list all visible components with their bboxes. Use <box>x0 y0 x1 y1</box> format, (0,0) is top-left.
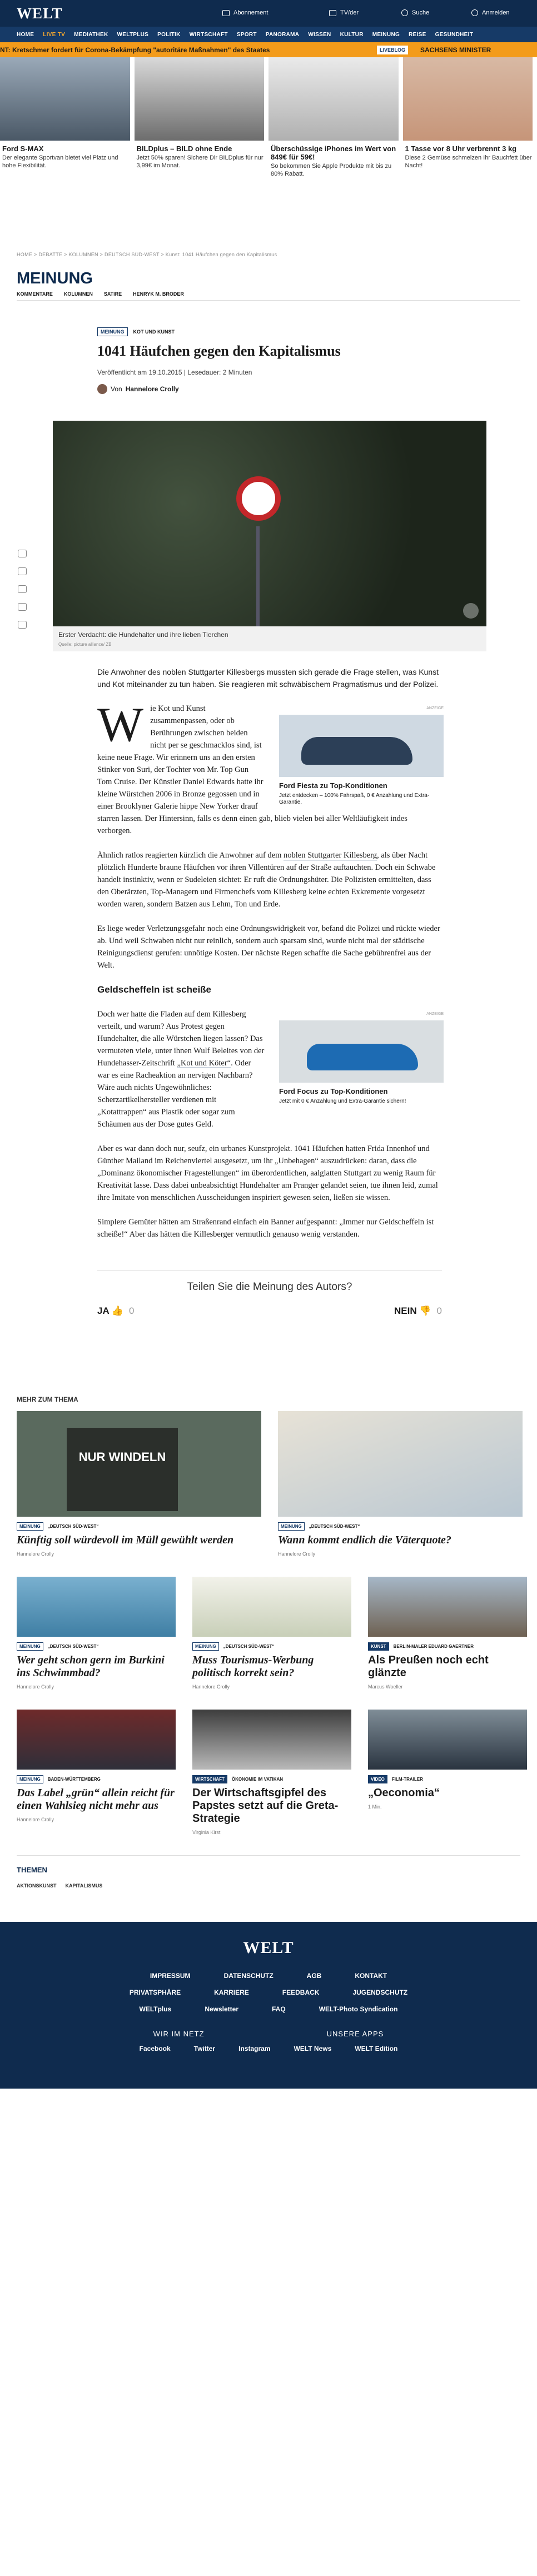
facebook-link[interactable]: Facebook <box>139 2045 171 2052</box>
search-icon <box>401 9 408 16</box>
site-logo[interactable]: WELT <box>17 5 63 22</box>
breadcrumb[interactable]: HOME > DEBATTE > KOLUMNEN > DEUTSCH SÜD-WEST > Kunst: 1041 Häufchen gegen den Kapitalismus <box>17 252 277 257</box>
avatar <box>97 384 107 394</box>
news-ticker[interactable] <box>0 42 537 57</box>
welt-edition-app-link[interactable]: WELT Edition <box>355 2045 398 2052</box>
promo-image <box>268 57 399 141</box>
inline-link[interactable]: „Kot und Köter“ <box>177 1059 231 1068</box>
ticker-side-text: SACHSENS MINISTER <box>420 46 491 54</box>
footer-link[interactable]: KONTAKT <box>355 1972 387 1980</box>
theme-link[interactable]: AKTIONSKUNST <box>17 1883 57 1889</box>
section-subnav <box>17 291 520 297</box>
nav-wissen[interactable]: WISSEN <box>308 31 331 38</box>
subnav-broder[interactable]: HENRYK M. BRODER <box>133 291 184 297</box>
related-article[interactable]: MEINUNG „DEUTSCH SÜD-WEST“ Wann kommt endlich die Väterquote? Hannelore Crolly <box>278 1411 523 1557</box>
promo-image <box>403 57 533 141</box>
nav-reise[interactable]: REISE <box>409 31 426 38</box>
related-article[interactable]: MEINUNG „DEUTSCH SÜD-WEST“ Muss Tourismus-Werbung politisch korrekt sein? Hannelore Crolly <box>192 1577 351 1690</box>
article-image <box>192 1577 351 1637</box>
ad-image <box>279 1020 444 1083</box>
newspaper-icon <box>222 10 230 16</box>
vote-yes-button[interactable]: JA 👍 0 <box>97 1306 135 1316</box>
nav-live-tv[interactable]: LIVE TV <box>43 31 66 38</box>
print-icon[interactable] <box>18 621 27 629</box>
login-button[interactable]: Anmelden <box>471 9 510 16</box>
section-header <box>17 270 520 301</box>
no-dogs-sign-icon <box>236 476 281 521</box>
promo-item[interactable]: Ford S-MAX Der elegante Sportvan bietet viel Platz und hohe Flexibilität. <box>0 57 135 181</box>
nav-weltplus[interactable]: WELTPLUS <box>117 31 149 38</box>
facebook-icon[interactable] <box>18 567 27 575</box>
article-image <box>368 1577 527 1637</box>
category-badge[interactable]: MEINUNG <box>97 327 128 336</box>
related-article[interactable]: VIDEO FILM-TRAILER „Oeconomia“ 1 Min. <box>368 1710 527 1835</box>
share-bar <box>18 550 31 639</box>
article-image: NUR WINDELN <box>17 1411 261 1517</box>
section-title[interactable]: MEINUNG <box>17 270 93 287</box>
footer-link[interactable]: IMPRESSUM <box>150 1972 191 1980</box>
related-article[interactable]: KUNST BERLIN-MALER EDUARD GAERTNER Als Preußen noch echt glänzte Marcus Woeller <box>368 1577 527 1690</box>
nav-panorama[interactable]: PANORAMA <box>265 31 300 38</box>
twitter-icon[interactable] <box>18 585 27 593</box>
article-tags <box>97 327 537 336</box>
thumbs-up-icon: 👍 <box>111 1306 124 1316</box>
inline-link[interactable]: noblen Stuttgarter Killesberg <box>284 851 377 860</box>
footer-link[interactable]: FAQ <box>272 2005 286 2013</box>
related-article[interactable]: NUR WINDELN MEINUNG „DEUTSCH SÜD-WEST“ Künftig soll würdevoll im Müll gewühlt werden Hannelore Crolly <box>17 1411 261 1557</box>
related-title: MEHR ZUM THEMA <box>17 1396 78 1403</box>
article-container <box>0 327 537 1317</box>
related-section <box>17 1396 537 1835</box>
mail-icon[interactable] <box>18 603 27 611</box>
twitter-link[interactable]: Twitter <box>193 2045 216 2052</box>
hero-image[interactable] <box>53 421 486 626</box>
article-body: Die Anwohner des noblen Stuttgarter Killesbergs mussten sich gerade die Frage stellen, was Kunst und Kot miteinander zu tun haben. Sie reagieren mit schwäbischem Pragmatismus und der Polizei. ANZEIGE Ford Fiesta zu Top-Konditionen Jetzt entdecken – 100% Fahrspaß, 0 € Anzahlung und Extra-Garantie. Wie Kot und Kunst zusammenpassen, oder ob Berührungen zwischen beiden nicht per se geschmacklos sind, ist keine neue Frage. Wir erinnern uns an den ersten Stinker von Suri, der Tochter von Mr. Top Gun Tom Cruise. Der Künstler Daniel Edwards hatte ihr kleine Würstchen 2006 in Bronze gegossen und in einer Brooklyner Galerie hippe New Yorker drauf starren lassen. Der Hintersinn, falls es denn einen gab, blieb vielen bei aller Weltläufigkeit indes verborgen. Ähnlich ratlos reagierten kürzlich die Anwohner auf dem noblen Stuttgarter Killesberg, als über Nacht plötzlich Hunderte braune Häufchen vor ihren Villentüren auf der Straße auftauchten. Doch ein Schwabe handelt instinktiv, wenn er Sudeleien sichtet: Er ruft die Ordnungshüter. Die Polizisten ermittelten, dass den Oberärzten, Top-Managern und Firmenchefs vom Killesberg keine echten Exkremente vorgesetzt worden waren, sondern Batzen aus Lehm, Ton und Erde. Es liege weder Verletzungsgefahr noch eine Ordnungswidrigkeit vor, befand die Polizei und rückte wieder ab. Und weil Schwaben nicht nur reinlich, sondern auch sparsam sind, wurde nicht mal der städtische Reinigungsdienst gerufen: unnötige Kosten. Der nächste Regen schaffte die Sache gebührenfrei aus der Welt. Geldscheffeln ist scheiße ANZEIGE Ford Focus zu Top-Konditionen Jetzt mit 0 € Anzahlung und Extra-Garantie sichern! Doch wer hatte die Fladen auf dem Killesberg verteilt, und warum? Aus Protest gegen Hundehalter, die alle Würstchen liegen lassen? Das vermuteten viele, unter ihnen Wulf Beleites von der Hundehasser-Zeitschrift „Kot und Köter“. Oder war es eine Racheaktion an nervigen Nachbarn? Wäre auch nichts Ungewöhnliches: Scherzartikelhersteller verdienen mit „Kotattrappen“ aus Plastik oder sogar zum Schäumen aus der Dose gutes Geld. Aber es war dann doch nur, seufz, ein urbanes Kunstprojekt. 1041 Häufchen hatten Frida Innenhof und Günther Mailand im Reichenviertel ausgesetzt, um ihr „Unbehagen“ auszudrücken: daran, dass die „Dominanz ökonomischer Fragestellungen“ im überordentlichen, aalglatten Stuttgart zu wenig Raum für Kreativität lasse. Dass dabei unbeabsichtigt Hundehalter am Pranger gelandet seien, tue ihnen leid, zumal ihre Imitate von menschlichen Ausscheidungen inspiriert gewesen seien, ließen sie wissen. Simplere Gemüter hätten am Straßenrand einfach ein Banner aufgespannt: „Immer nur Geldscheffeln ist scheiße!“ Aber das hätten die Killesberger vermutlich genauso wenig verstanden. <box>97 666 442 1240</box>
image-caption: Erster Verdacht: die Hundehalter und ihre lieben Tierchen Quelle: picture alliance/ ZB <box>53 626 486 651</box>
article-lead: Die Anwohner des noblen Stuttgarter Killesbergs mussten sich gerade die Frage stellen, was Kunst und Kot miteinander zu tun haben. Sie reagieren mit schwäbischem Pragmatismus und der Polizei. <box>97 667 439 689</box>
promo-image <box>135 57 265 141</box>
site-header <box>0 0 537 27</box>
apps-heading: UNSERE APPS <box>326 2030 384 2038</box>
ad-image <box>279 715 444 777</box>
user-icon <box>471 9 478 16</box>
tv-icon <box>329 10 336 16</box>
related-article[interactable]: WIRTSCHAFT ÖKONOMIE IM VATIKAN Der Wirtschaftsgipfel des Papstes setzt auf die Greta-Strategie Virginia Kirst <box>192 1710 351 1835</box>
ad-box[interactable]: ANZEIGE Ford Fiesta zu Top-Konditionen Jetzt entdecken – 100% Fahrspaß, 0 € Anzahlung und Extra-Garantie. <box>279 706 444 805</box>
footer-link[interactable]: FEEDBACK <box>282 1989 320 1996</box>
abo-link[interactable]: Abonnement <box>222 9 268 16</box>
promo-item[interactable]: Überschüssige iPhones im Wert von 849€ für 59€! So bekommen Sie Apple Produkte mit bis zu 80% Rabatt. <box>268 57 403 181</box>
subheading: Geldscheffeln ist scheiße <box>97 984 212 995</box>
article-image <box>17 1577 176 1637</box>
nav-wirtschaft[interactable]: WIRTSCHAFT <box>189 31 228 38</box>
promo-strip <box>0 57 537 181</box>
article-image <box>278 1411 523 1517</box>
related-article[interactable]: MEINUNG BADEN-WÜRTTEMBERG Das Label „grün“ allein reicht für einen Wahlsieg nicht mehr aus Hannelore Crolly <box>17 1710 176 1835</box>
social-heading: WIR IM NETZ <box>153 2030 205 2038</box>
opinion-vote <box>97 1270 442 1317</box>
promo-image <box>0 57 130 141</box>
footer-logo[interactable]: WELT <box>243 1939 294 1957</box>
article-title: 1041 Häufchen gegen den Kapitalismus <box>97 343 341 359</box>
thumbs-down-icon: 👎 <box>419 1306 431 1316</box>
footer-link[interactable]: AGB <box>306 1972 322 1980</box>
promo-item[interactable]: BILDplus – BILD ohne Ende Jetzt 50% sparen! Sichere Dir BILDplus für nur 3,99€ im Monat. <box>135 57 269 181</box>
vote-no-button[interactable]: NEIN 👎 0 <box>394 1306 442 1316</box>
welt-news-app-link[interactable]: WELT News <box>294 2045 332 2052</box>
footer-link[interactable]: KARRIERE <box>214 1989 249 1996</box>
nav-politik[interactable]: POLITIK <box>157 31 181 38</box>
site-footer <box>0 1922 537 2089</box>
comment-icon[interactable] <box>18 550 27 557</box>
subnav-satire[interactable]: SATIRE <box>103 291 122 297</box>
tv-link[interactable]: TV/der <box>329 9 359 16</box>
footer-link[interactable]: WELTplus <box>139 2005 172 2013</box>
nav-kultur[interactable]: KULTUR <box>340 31 364 38</box>
article-meta: Veröffentlicht am 19.10.2015 | Lesedauer: 2 Minuten <box>97 368 252 376</box>
instagram-link[interactable]: Instagram <box>238 2045 271 2052</box>
themen-title: THEMEN <box>17 1866 47 1874</box>
topic-label: KOT UND KUNST <box>133 329 175 335</box>
main-nav <box>0 27 537 42</box>
image-credit: Quelle: picture alliance/ ZB <box>58 642 112 647</box>
footer-link[interactable]: WELT-Photo Syndication <box>319 2005 398 2013</box>
author-line: Von Hannelore Crolly <box>97 384 537 394</box>
drop-cap: W <box>97 698 144 752</box>
footer-link[interactable]: PRIVATSPHÄRE <box>129 1989 181 1996</box>
themen-section <box>17 1855 520 1889</box>
nav-meinung[interactable]: MEINUNG <box>372 31 400 38</box>
article-image <box>17 1710 176 1770</box>
footer-link[interactable]: Newsletter <box>205 2005 239 2013</box>
search-button[interactable]: Suche <box>401 9 429 16</box>
subnav-kolumnen[interactable]: KOLUMNEN <box>63 291 93 297</box>
article-image <box>368 1710 527 1770</box>
author-name[interactable]: Hannelore Crolly <box>125 385 179 393</box>
article-image <box>192 1710 351 1770</box>
footer-link[interactable]: DATENSCHUTZ <box>223 1972 274 1980</box>
ad-box[interactable]: ANZEIGE Ford Focus zu Top-Konditionen Jetzt mit 0 € Anzahlung und Extra-Garantie sichern! <box>279 1012 444 1104</box>
promo-item[interactable]: 1 Tasse vor 8 Uhr verbrennt 3 kg Diese 2 Gemüse schmelzen Ihr Bauchfett über Nacht! <box>403 57 537 181</box>
liveblog-badge: LIVEBLOG <box>377 46 408 54</box>
vote-question: Teilen Sie die Meinung des Autors? <box>187 1281 352 1293</box>
footer-link[interactable]: JUGENDSCHUTZ <box>352 1989 408 1996</box>
nav-gesundheit[interactable]: GESUNDHEIT <box>435 31 474 38</box>
expand-icon[interactable] <box>463 603 479 619</box>
nav-mediathek[interactable]: MEDIATHEK <box>74 31 108 38</box>
subnav-kommentare[interactable]: KOMMENTARE <box>17 291 53 297</box>
ticker-text: NT: Kretschmer fordert für Corona-Bekämpfung "autoritäre Maßnahmen" des Staates <box>0 46 270 54</box>
theme-link[interactable]: KAPITALISMUS <box>65 1883 103 1889</box>
nav-home[interactable]: HOME <box>17 31 34 38</box>
nav-sport[interactable]: SPORT <box>236 31 257 38</box>
related-article[interactable]: MEINUNG „DEUTSCH SÜD-WEST“ Wer geht schon gern im Burkini ins Schwimmbad? Hannelore Crolly <box>17 1577 176 1690</box>
